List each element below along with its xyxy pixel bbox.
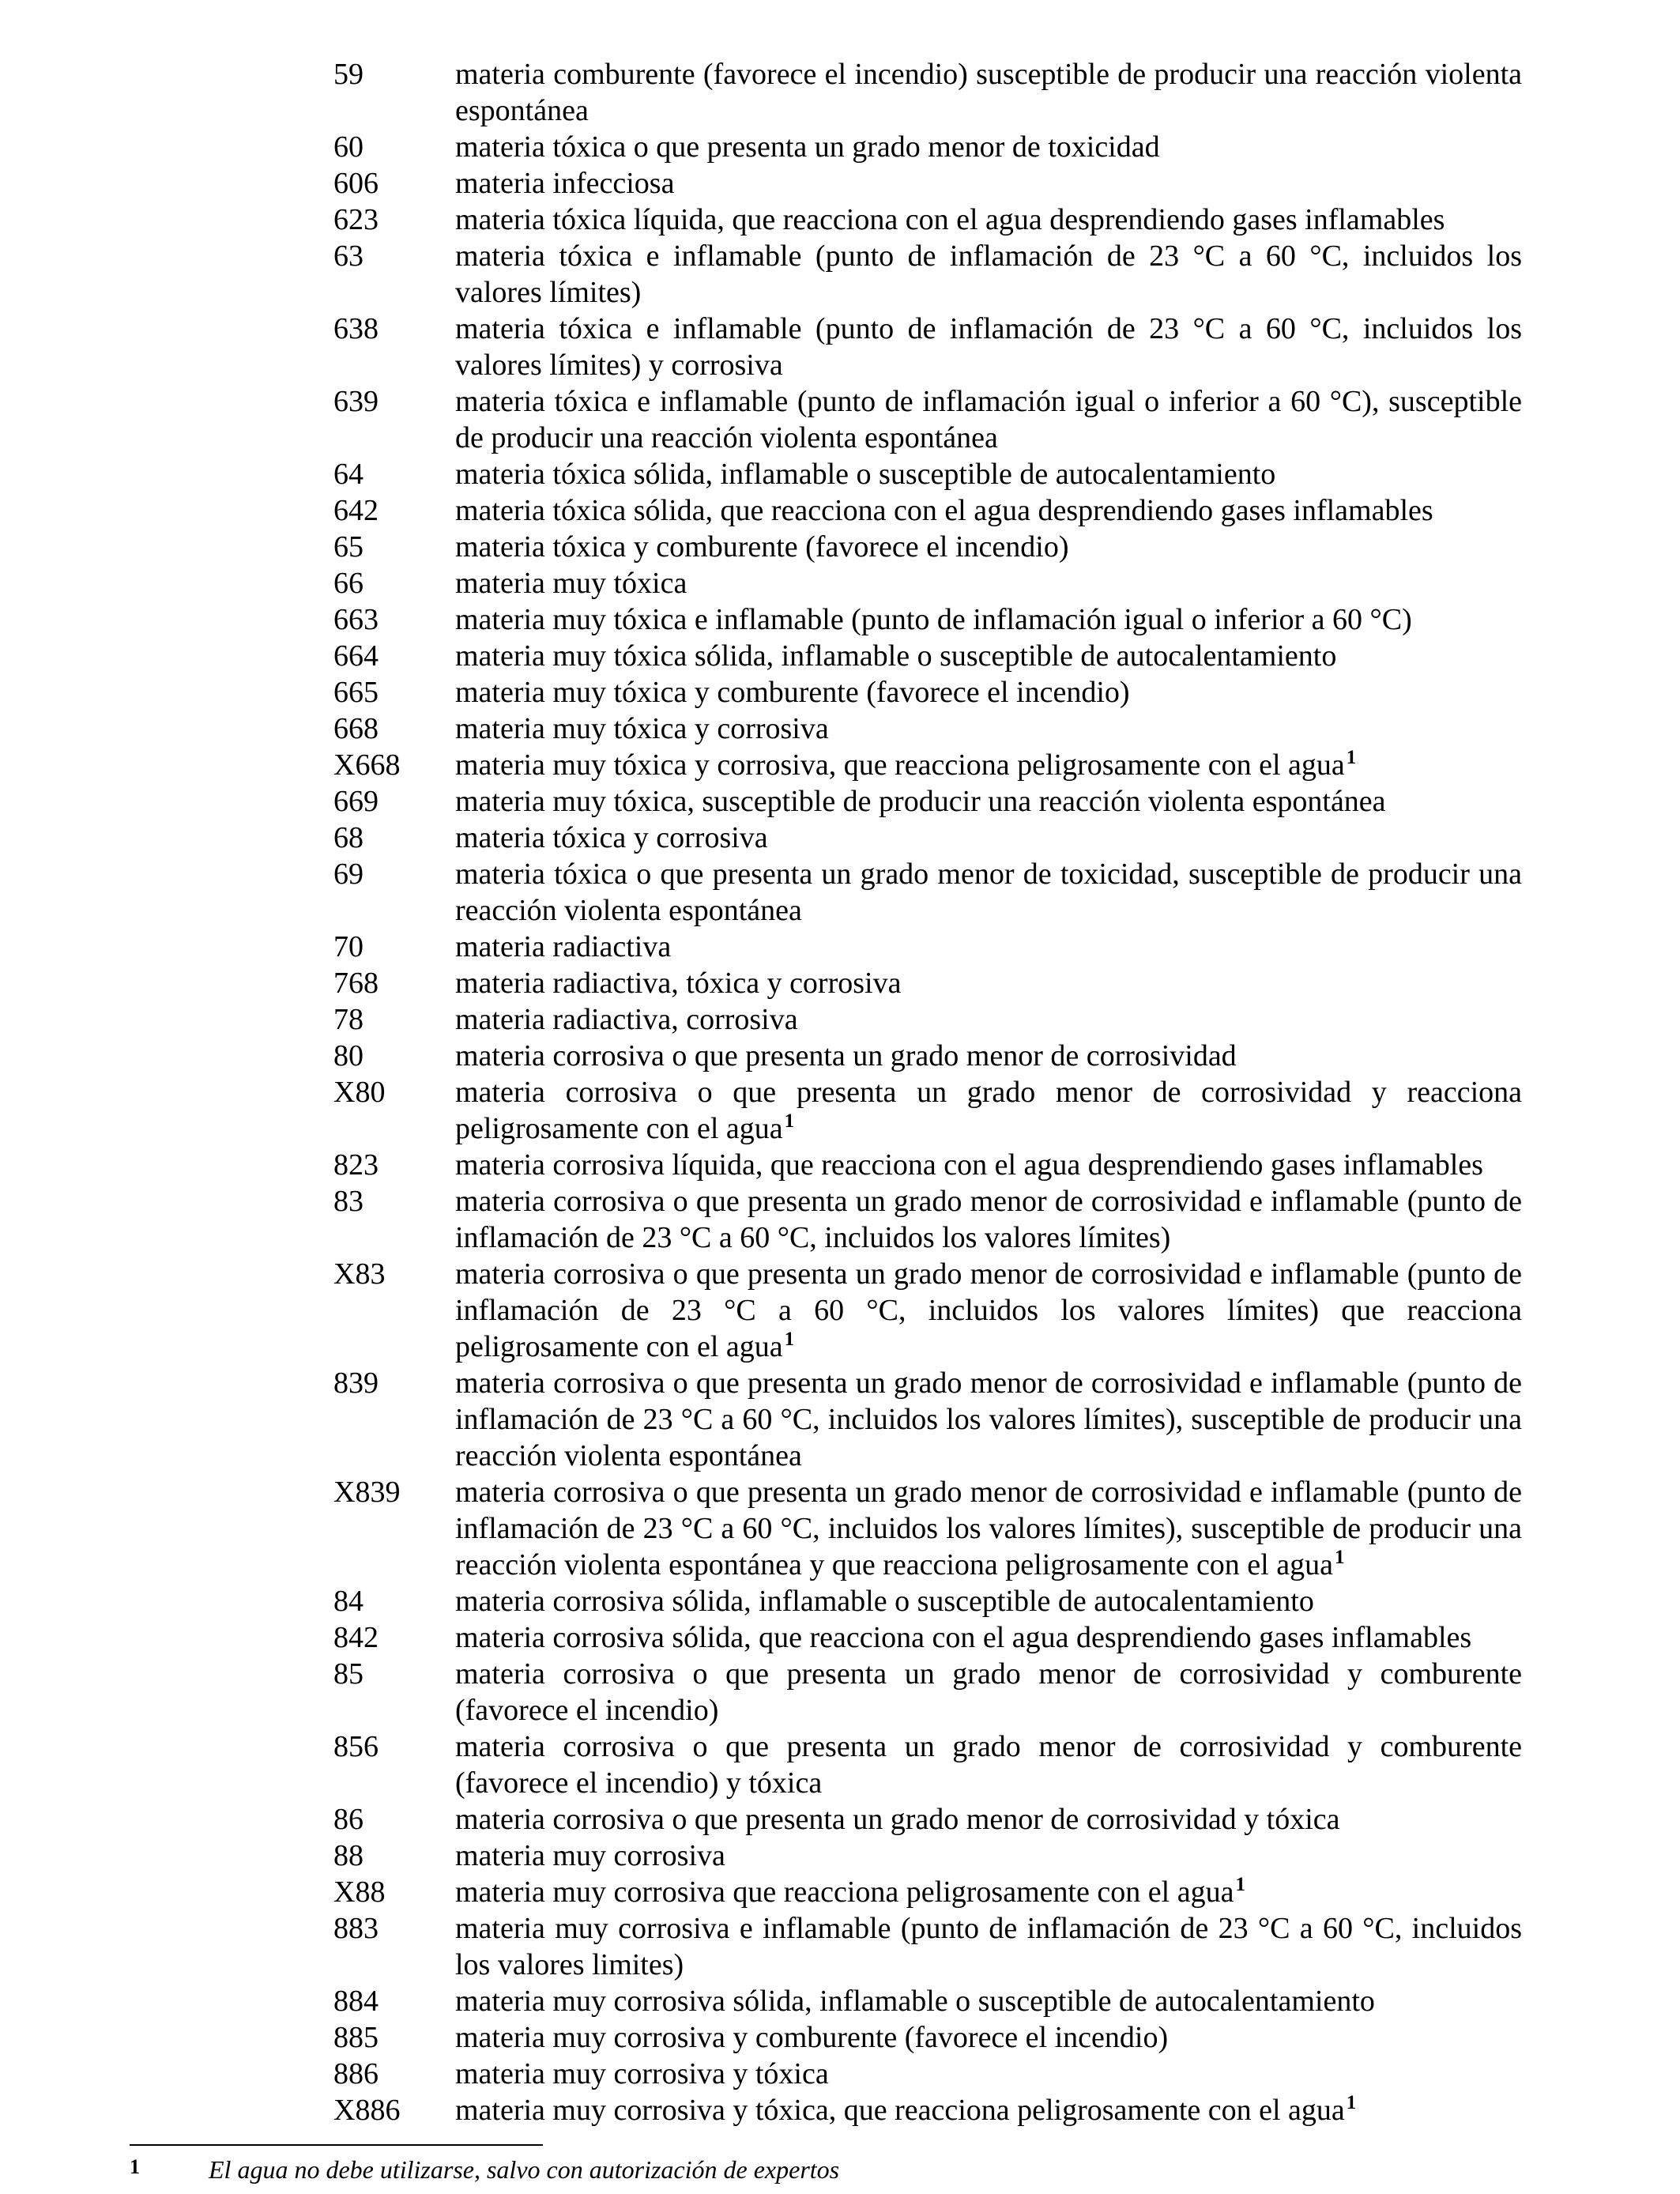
hazard-code: 64	[333, 458, 363, 491]
hazard-code: 823	[333, 1148, 379, 1182]
hazard-description-text: materia radiactiva, corrosiva	[455, 1003, 798, 1036]
hazard-code: 59	[333, 58, 363, 91]
hazard-description	[455, 565, 1522, 601]
hazard-description-text: materia corrosiva sólida, que reacciona con el agua desprendiendo gases inflamables	[455, 1621, 1472, 1654]
hazard-description	[455, 383, 1522, 456]
hazard-description-text: materia corrosiva o que presenta un grado menor de corrosividad y reacciona peligrosamente con el agua	[455, 1076, 1522, 1145]
hazard-description	[455, 1038, 1522, 1074]
hazard-description	[455, 1183, 1522, 1256]
hazard-description	[455, 1801, 1522, 1838]
hazard-description	[455, 929, 1522, 965]
hazard-code: 839	[333, 1367, 379, 1400]
hazard-code-entry	[333, 2092, 1522, 2128]
hazard-code: 66	[333, 567, 363, 600]
hazard-description	[455, 674, 1522, 711]
hazard-description-text: materia corrosiva o que presenta un grado menor de corrosividad y tóxica	[455, 1803, 1340, 1836]
hazard-description	[455, 747, 1522, 783]
hazard-description-text: materia tóxica y comburente (favorece el incendio)	[455, 530, 1069, 564]
hazard-code: 883	[333, 1912, 379, 1945]
hazard-code-entry	[333, 1365, 1522, 1474]
hazard-code-entry	[333, 1874, 1522, 1910]
hazard-code-entry	[333, 238, 1522, 311]
hazard-code-entry	[333, 456, 1522, 492]
hazard-code-entry	[333, 783, 1522, 820]
hazard-code: 885	[333, 2021, 379, 2054]
hazard-description	[455, 820, 1522, 856]
hazard-description	[455, 1838, 1522, 1874]
hazard-code: 768	[333, 967, 379, 1000]
hazard-code-entry	[333, 1656, 1522, 1728]
hazard-description-text: materia corrosiva o que presenta un grado menor de corrosividad e inflamable (punto de inflamación de 23 °C a 60 °C, incluidos los valores límites), susceptible de producir una reacción violenta espontánea y que reacciona peligrosamente con el agua	[455, 1476, 1522, 1581]
hazard-description	[455, 165, 1522, 202]
footnote	[130, 2151, 1552, 2188]
hazard-code: 642	[333, 494, 379, 527]
hazard-description	[455, 1874, 1522, 1910]
hazard-description	[455, 1619, 1522, 1656]
hazard-description-text: materia corrosiva o que presenta un grado menor de corrosividad e inflamable (punto de inflamación de 23 °C a 60 °C, incluidos los valores límites)	[455, 1185, 1522, 1254]
hazard-description-text: materia muy tóxica e inflamable (punto de inflamación igual o inferior a 60 °C)	[455, 603, 1412, 636]
hazard-description-text: materia muy corrosiva y comburente (favorece el incendio)	[455, 2021, 1169, 2054]
hazard-code-entry	[333, 929, 1522, 965]
hazard-code-entry	[333, 856, 1522, 929]
hazard-description	[455, 2092, 1522, 2128]
hazard-code: X83	[333, 1257, 386, 1291]
hazard-code-entry	[333, 1038, 1522, 1074]
hazard-code-entry	[333, 601, 1522, 638]
hazard-description-text: materia tóxica sólida, inflamable o susceptible de autocalentamiento	[455, 458, 1276, 491]
hazard-code: 669	[333, 785, 379, 818]
hazard-description	[455, 2019, 1522, 2056]
hazard-code: 68	[333, 821, 363, 854]
hazard-description-text: materia muy tóxica y corrosiva, que reacciona peligrosamente con el agua	[455, 748, 1345, 782]
hazard-description-text: materia muy tóxica y corrosiva	[455, 712, 829, 745]
hazard-description-text: materia radiactiva, tóxica y corrosiva	[455, 967, 902, 1000]
hazard-code-entry	[333, 1474, 1522, 1583]
hazard-code: 623	[333, 203, 379, 236]
hazard-code-entry	[333, 2056, 1522, 2092]
hazard-code-entry	[333, 747, 1522, 783]
hazard-code: 84	[333, 1585, 363, 1618]
hazard-code-entry	[333, 56, 1522, 129]
hazard-code: X668	[333, 748, 401, 782]
hazard-description	[455, 783, 1522, 820]
hazard-code: 69	[333, 858, 363, 891]
footnote-mark: 1	[130, 2155, 140, 2178]
hazard-description	[455, 56, 1522, 129]
hazard-description	[455, 856, 1522, 929]
hazard-description	[455, 1583, 1522, 1619]
hazard-description-text: materia tóxica e inflamable (punto de inflamación de 23 °C a 60 °C, incluidos los valores límites) y corrosiva	[455, 312, 1522, 382]
hazard-code-entry	[333, 202, 1522, 238]
hazard-code: 884	[333, 1985, 379, 2018]
hazard-code-entry	[333, 1838, 1522, 1874]
hazard-description	[455, 1001, 1522, 1038]
hazard-code-entry	[333, 311, 1522, 383]
hazard-description-text: materia muy corrosiva y tóxica	[455, 2057, 829, 2090]
hazard-description-text: materia corrosiva líquida, que reacciona con el agua desprendiendo gases inflamables	[455, 1148, 1483, 1182]
hazard-code: 886	[333, 2057, 379, 2090]
hazard-description-text: materia corrosiva o que presenta un grado menor de corrosividad y comburente (favorece el incendio) y tóxica	[455, 1730, 1522, 1800]
hazard-description-text: materia muy corrosiva	[455, 1839, 725, 1872]
hazard-code-entry	[333, 1910, 1522, 1983]
hazard-description	[455, 638, 1522, 674]
hazard-code: X886	[333, 2094, 401, 2127]
hazard-description-text: materia tóxica sólida, que reacciona con el agua desprendiendo gases inflamables	[455, 494, 1433, 527]
hazard-code-entry	[333, 1183, 1522, 1256]
hazard-code: 70	[333, 930, 363, 963]
footnote-reference: 1	[1334, 1547, 1345, 1569]
hazard-code: 78	[333, 1003, 363, 1036]
hazard-code: 639	[333, 385, 379, 418]
hazard-description-text: materia muy corrosiva e inflamable (punto de inflamación de 23 °C a 60 °C, incluidos los valores limites)	[455, 1912, 1522, 1981]
hazard-code: 665	[333, 676, 379, 709]
hazard-code: 842	[333, 1621, 379, 1654]
hazard-code-list	[0, 56, 1680, 2128]
hazard-code: 88	[333, 1839, 363, 1872]
hazard-code-entry	[333, 1983, 1522, 2019]
hazard-description	[455, 601, 1522, 638]
hazard-code-entry	[333, 1728, 1522, 1801]
hazard-description	[455, 965, 1522, 1001]
hazard-code: 85	[333, 1657, 363, 1691]
hazard-code-entry	[333, 529, 1522, 565]
hazard-description	[455, 1656, 1522, 1728]
hazard-code: 638	[333, 312, 379, 345]
hazard-description	[455, 529, 1522, 565]
hazard-code: 86	[333, 1803, 363, 1836]
hazard-description-text: materia corrosiva o que presenta un grado menor de corrosividad	[455, 1039, 1237, 1072]
hazard-code-entry	[333, 1583, 1522, 1619]
hazard-code-entry	[333, 711, 1522, 747]
hazard-description	[455, 311, 1522, 383]
footnote-reference: 1	[1346, 2092, 1357, 2114]
hazard-description	[455, 1910, 1522, 1983]
hazard-code: 80	[333, 1039, 363, 1072]
hazard-code-entry	[333, 1619, 1522, 1656]
footnote-reference: 1	[784, 1329, 795, 1351]
hazard-description-text: materia infecciosa	[455, 167, 675, 200]
hazard-code: 664	[333, 639, 379, 673]
hazard-code: X839	[333, 1476, 401, 1509]
hazard-description	[455, 1365, 1522, 1474]
hazard-code-entry	[333, 165, 1522, 202]
hazard-code: 663	[333, 603, 379, 636]
hazard-description	[455, 1983, 1522, 2019]
hazard-description-text: materia corrosiva o que presenta un grado menor de corrosividad e inflamable (punto de inflamación de 23 °C a 60 °C, incluidos los valores límites) que reacciona peligrosamente con el agua	[455, 1257, 1522, 1363]
hazard-description-text: materia radiactiva	[455, 930, 672, 963]
hazard-description	[455, 129, 1522, 165]
hazard-code: 65	[333, 530, 363, 564]
hazard-description	[455, 711, 1522, 747]
hazard-description-text: materia muy tóxica y comburente (favorece el incendio)	[455, 676, 1130, 709]
hazard-description	[455, 238, 1522, 311]
hazard-description-text: materia tóxica líquida, que reacciona con el agua desprendiendo gases inflamables	[455, 203, 1445, 236]
hazard-description-text: materia muy tóxica sólida, inflamable o susceptible de autocalentamiento	[455, 639, 1337, 673]
hazard-description-text: materia tóxica o que presenta un grado menor de toxicidad	[455, 130, 1160, 164]
hazard-code: 668	[333, 712, 379, 745]
hazard-code-entry	[333, 1147, 1522, 1183]
footnote-reference: 1	[1235, 1874, 1245, 1896]
hazard-code-entry	[333, 565, 1522, 601]
footnote-text: El agua no debe utilizarse, salvo con autorización de expertos	[209, 2155, 840, 2184]
hazard-description	[455, 1074, 1522, 1147]
hazard-description-text: materia tóxica o que presenta un grado menor de toxicidad, susceptible de producir una reacción violenta espontánea	[455, 858, 1522, 927]
hazard-description	[455, 2056, 1522, 2092]
hazard-code-entry	[333, 1001, 1522, 1038]
hazard-description	[455, 492, 1522, 529]
hazard-code-entry	[333, 820, 1522, 856]
hazard-code-entry	[333, 2019, 1522, 2056]
hazard-description-text: materia tóxica e inflamable (punto de inflamación de 23 °C a 60 °C, incluidos los valores límites)	[455, 239, 1522, 309]
hazard-description	[455, 1256, 1522, 1365]
hazard-description-text: materia muy tóxica	[455, 567, 687, 600]
hazard-code-entry	[333, 1801, 1522, 1838]
hazard-description-text: materia tóxica y corrosiva	[455, 821, 768, 854]
hazard-code: X80	[333, 1076, 386, 1109]
footnote-separator	[130, 2144, 543, 2146]
hazard-code-entry	[333, 965, 1522, 1001]
hazard-code: 83	[333, 1185, 363, 1218]
footnote-reference: 1	[784, 1110, 795, 1133]
hazard-description-text: materia corrosiva o que presenta un grado menor de corrosividad e inflamable (punto de inflamación de 23 °C a 60 °C, incluidos los valores límites), susceptible de producir una reacción violenta espontánea	[455, 1367, 1522, 1472]
hazard-code-entry	[333, 383, 1522, 456]
hazard-description-text: materia corrosiva o que presenta un grado menor de corrosividad y comburente (favorece el incendio)	[455, 1657, 1522, 1727]
hazard-code: 606	[333, 167, 379, 200]
hazard-code-entry	[333, 674, 1522, 711]
hazard-description-text: materia muy corrosiva que reacciona peligrosamente con el agua	[455, 1875, 1234, 1909]
hazard-code: 63	[333, 239, 363, 273]
hazard-code: X88	[333, 1875, 386, 1909]
hazard-description-text: materia corrosiva sólida, inflamable o susceptible de autocalentamiento	[455, 1585, 1314, 1618]
hazard-description	[455, 202, 1522, 238]
hazard-description-text: materia muy corrosiva y tóxica, que reacciona peligrosamente con el agua	[455, 2094, 1345, 2127]
hazard-description-text: materia comburente (favorece el incendio) susceptible de producir una reacción violenta espontánea	[455, 58, 1522, 127]
footnote-reference: 1	[1346, 747, 1357, 769]
hazard-description	[455, 456, 1522, 492]
hazard-code-entry	[333, 1074, 1522, 1147]
hazard-code: 60	[333, 130, 363, 164]
hazard-description	[455, 1728, 1522, 1801]
hazard-code-entry	[333, 638, 1522, 674]
hazard-description	[455, 1147, 1522, 1183]
hazard-description-text: materia muy corrosiva sólida, inflamable o susceptible de autocalentamiento	[455, 1985, 1375, 2018]
hazard-description	[455, 1474, 1522, 1583]
hazard-code-entry	[333, 492, 1522, 529]
hazard-code-entry	[333, 129, 1522, 165]
hazard-description-text: materia muy tóxica, susceptible de producir una reacción violenta espontánea	[455, 785, 1386, 818]
hazard-code-entry	[333, 1256, 1522, 1365]
hazard-code: 856	[333, 1730, 379, 1763]
hazard-description-text: materia tóxica e inflamable (punto de inflamación igual o inferior a 60 °C), susceptible de producir una reacción violenta espontánea	[455, 385, 1522, 454]
